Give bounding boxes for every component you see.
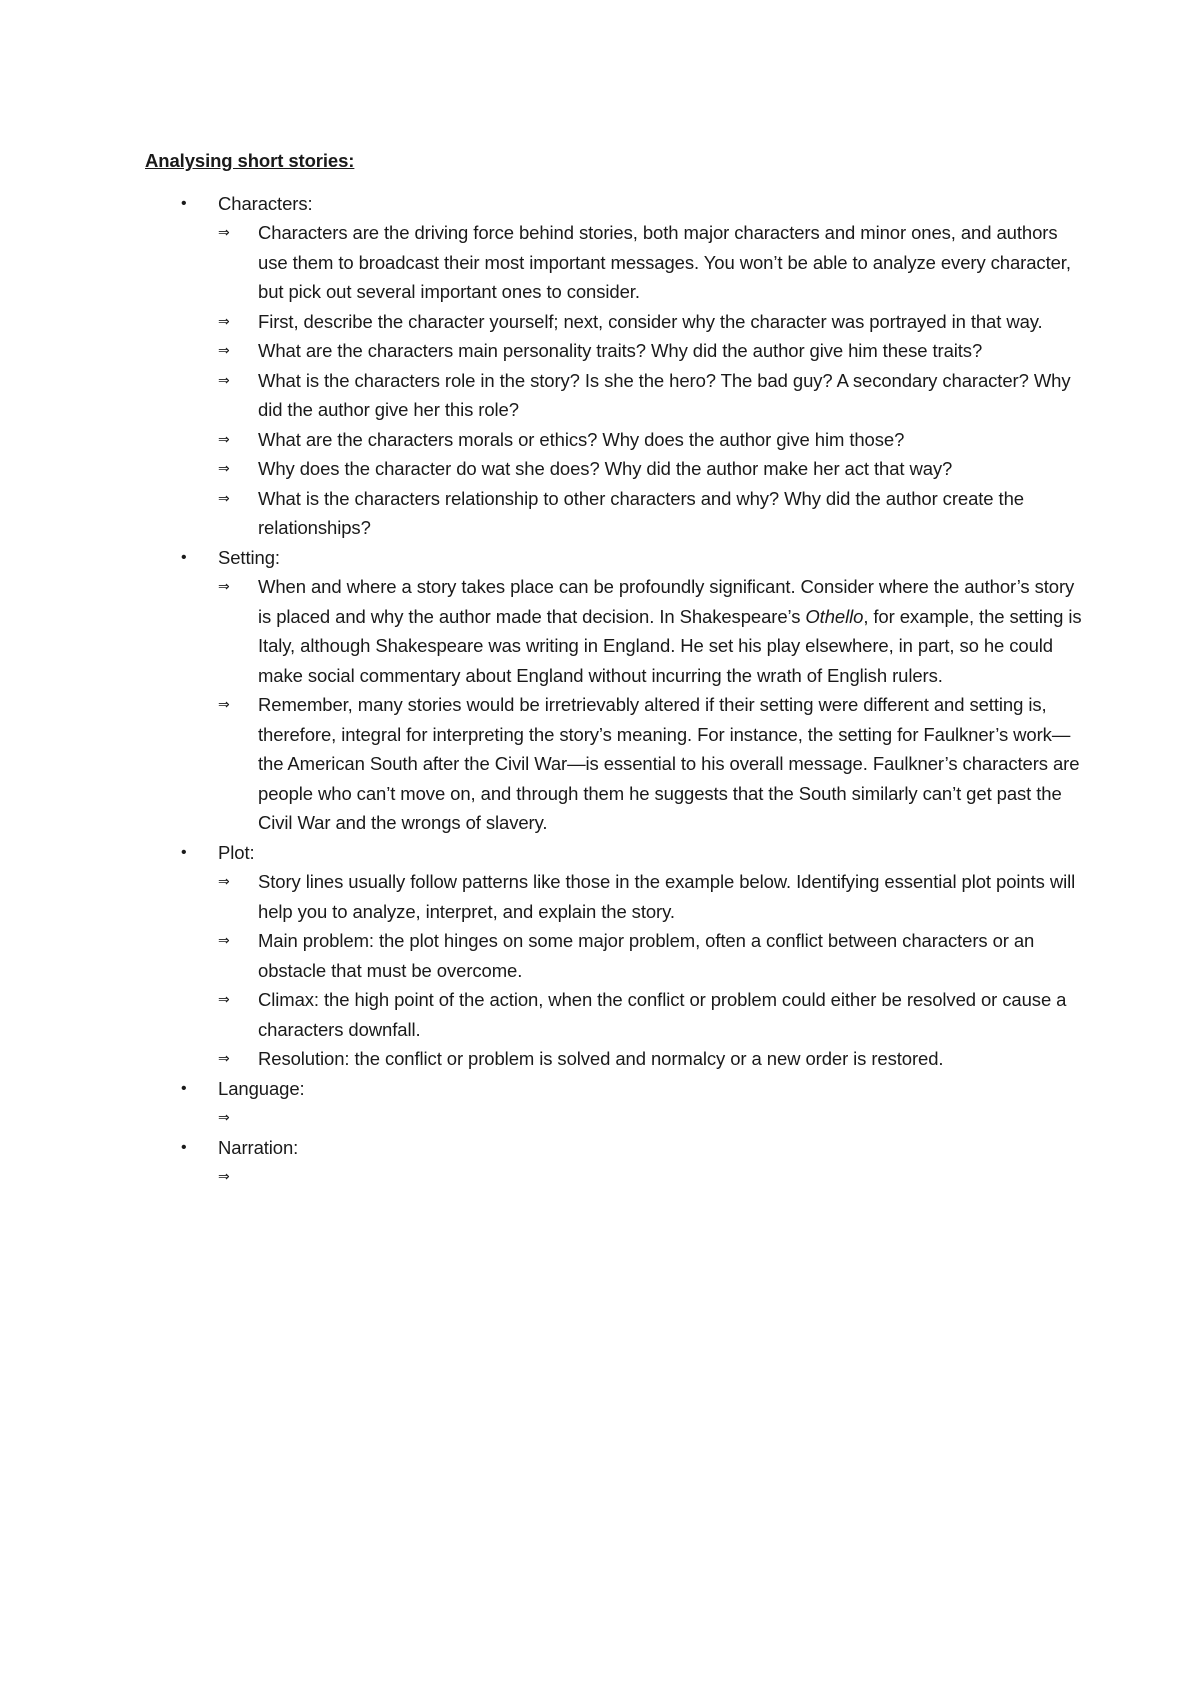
section-heading: Setting: (218, 546, 280, 568)
bullet-icon: • (181, 1079, 187, 1097)
list-item (218, 425, 1085, 455)
list-item (218, 1103, 1085, 1133)
arrow-icon: ⇒ (218, 489, 230, 506)
list-item (218, 572, 1085, 690)
document-title: Analysing short stories: (145, 150, 355, 171)
arrow-icon: ⇒ (218, 460, 230, 476)
arrow-icon: ⇒ (218, 1109, 230, 1125)
arrow-icon: ⇒ (218, 1168, 230, 1184)
section-setting (145, 543, 1085, 838)
arrow-icon: ⇒ (218, 430, 230, 447)
bullet-icon: • (181, 548, 187, 566)
arrow-icon: ⇒ (218, 696, 230, 712)
arrow-icon: ⇒ (218, 342, 230, 358)
arrow-icon: ⇒ (218, 578, 230, 594)
arrow-icon: ⇒ (218, 873, 230, 889)
item-text-before: When and where a story takes place can be profoundly significant. Consider where the author’s story is placed and why the author made that decision. In Shakespeare’s (258, 576, 1075, 627)
item-text: What are the characters main personality traits? Why did the author give him these traits? (258, 340, 983, 361)
arrow-icon: ⇒ (218, 312, 230, 329)
section-heading: Plot: (218, 841, 255, 863)
item-text: Resolution: the conflict or problem is solved and normalcy or a new order is restored. (258, 1048, 944, 1069)
list-item (218, 867, 1085, 926)
arrow-icon: ⇒ (218, 224, 230, 240)
work-title: Othello (805, 605, 864, 627)
section-heading: Language: (218, 1077, 305, 1099)
section-plot (145, 838, 1085, 1074)
document-body (145, 146, 1085, 1192)
item-text: Remember, many stories would be irretrievably altered if their setting were different and setting is, therefore, integral for interpreting the story’s meaning. For instance, the setting for Faulkner’s work—the American South after the Civil War—is essential to his overall message. Faulkner’s characters are people who can’t move on, and through them he suggests that the South similarly can’t get past the Civil War and the wrongs of slavery. (258, 694, 1080, 833)
item-text: Climax: the high point of the action, when the conflict or problem could either be resolved or cause a characters downfall. (258, 989, 1067, 1040)
list-item (218, 454, 1085, 484)
bullet-icon: • (181, 1138, 187, 1156)
list-item (218, 336, 1085, 366)
list-item (218, 690, 1085, 838)
list-item (218, 985, 1085, 1044)
item-text: First, describe the character yourself; next, consider why the character was portrayed in that way. (258, 310, 1043, 332)
item-text: Story lines usually follow patterns like those in the example below. Identifying essential plot points will help you to analyze, interpret, and explain the story. (258, 871, 1076, 922)
item-text: What is the characters role in the story? Is she the hero? The bad guy? A secondary character? Why did the author give her this role? (258, 369, 1071, 420)
arrow-icon: ⇒ (218, 371, 230, 388)
list-item (218, 1162, 1085, 1192)
section-heading: Characters: (218, 192, 313, 214)
list-item (218, 1044, 1085, 1074)
item-text-after: , for example, the setting is Italy, although Shakespeare was writing in England. He set his play elsewhere, in part, so he could make social commentary about England without incurring the wrath of English rulers. (258, 605, 1082, 686)
item-text: What is the characters relationship to other characters and why? Why did the author create the relationships? (258, 487, 1024, 538)
bullet-icon: • (181, 194, 187, 212)
section-narration (145, 1133, 1085, 1192)
list-item (218, 218, 1085, 307)
bullet-icon: • (181, 843, 187, 861)
section-language (145, 1074, 1085, 1133)
section-characters (145, 189, 1085, 543)
arrow-icon: ⇒ (218, 932, 230, 948)
item-text: Characters are the driving force behind stories, both major characters and minor ones, and authors use them to broadcast their most important messages. You won’t be able to analyze every character, but pick out several important ones to consider. (258, 222, 1071, 302)
list-item (218, 366, 1085, 425)
arrow-icon: ⇒ (218, 991, 230, 1007)
section-heading: Narration: (218, 1136, 299, 1158)
list-item (218, 307, 1085, 337)
item-text: Why does the character do wat she does? Why did the author make her act that way? (258, 458, 953, 479)
list-item (218, 484, 1085, 543)
list-item (218, 926, 1085, 985)
arrow-icon: ⇒ (218, 1050, 230, 1066)
item-text: What are the characters morals or ethics? Why does the author give him those? (258, 428, 905, 450)
item-text: Main problem: the plot hinges on some major problem, often a conflict between characters or an obstacle that must be overcome. (258, 930, 1035, 981)
